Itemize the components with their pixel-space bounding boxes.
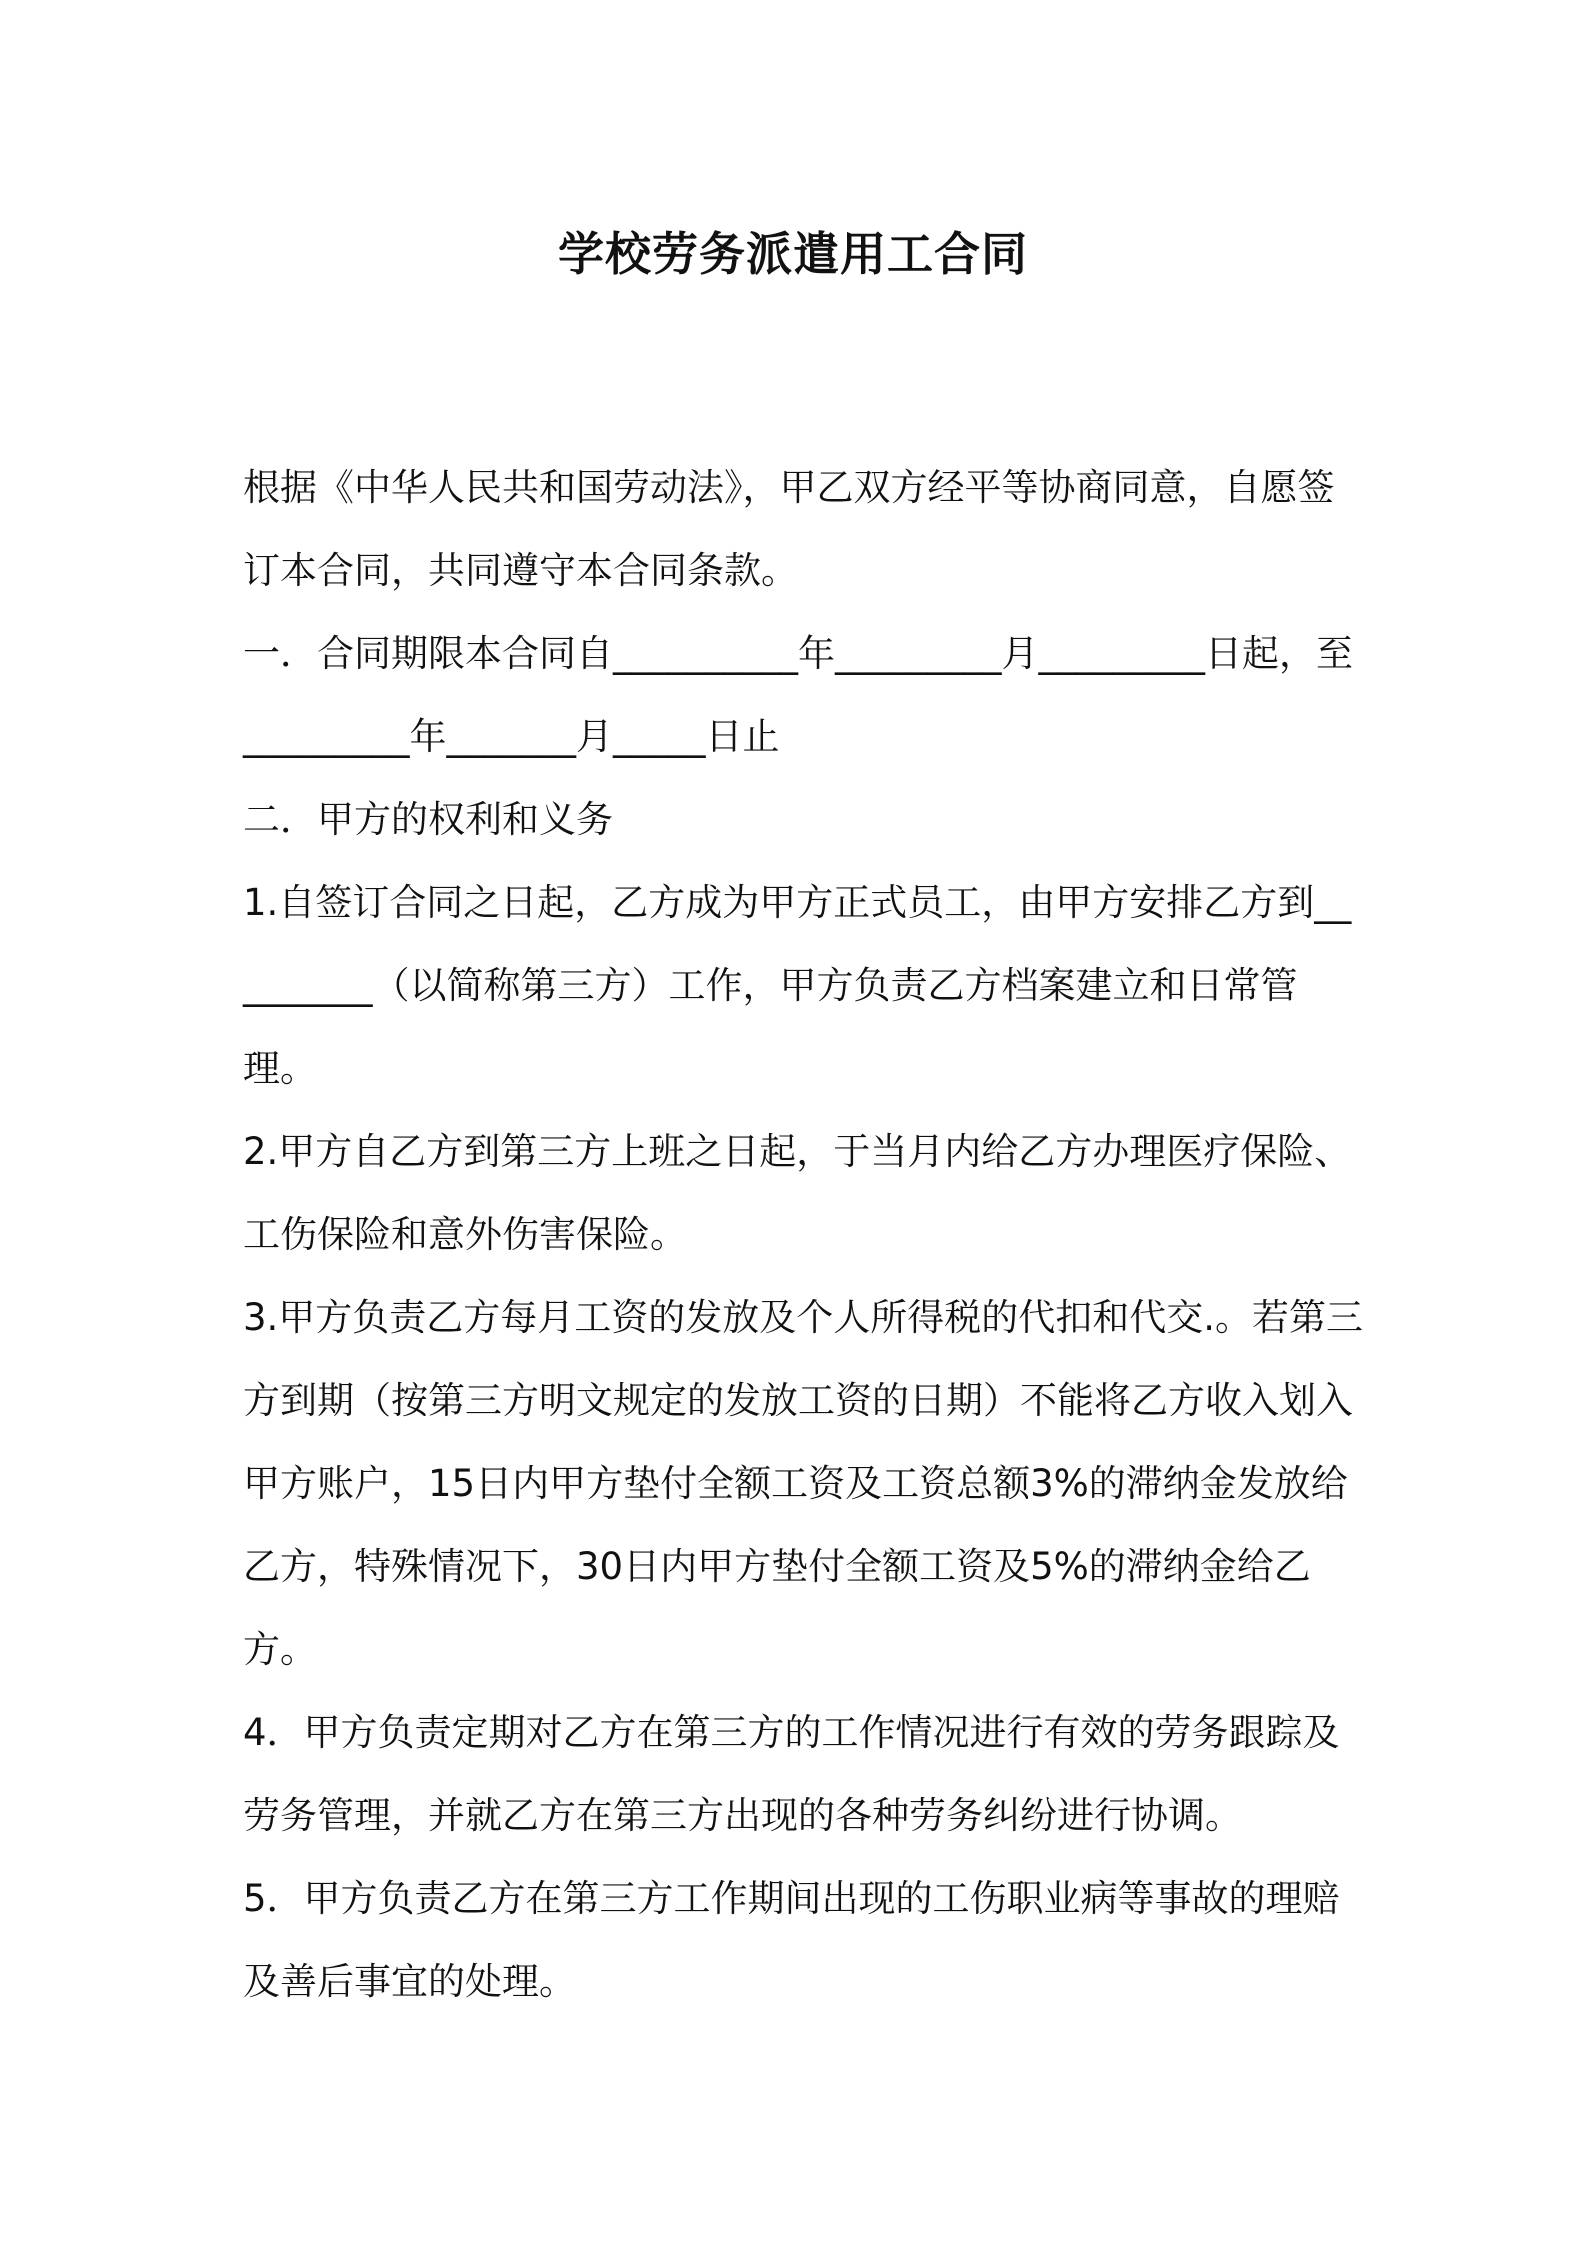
clause-1: 1.自签订合同之日起，乙方成为甲方正式员工，由甲方安排乙方到_________（以简称第三方）工作，甲方负责乙方档案建立和日常管理。 <box>243 881 1352 1090</box>
clause-3: 3.甲方负责乙方每月工资的发放及个人所得税的代扣和代交.。若第三方到期（按第三方明文规定的发放工资的日期）不能将乙方收入划入甲方账户，15日内甲方垫付全额工资及工资总额3%的滞纳金发放给乙方，特殊情况下，30日内甲方垫付全额工资及5%的滞纳金给乙方。 <box>243 1296 1364 1671</box>
document-title: 学校劳务派遣用工合同 <box>558 227 1028 281</box>
section-heading-party-a: 二．甲方的权利和义务 <box>243 798 613 841</box>
paragraph-term: 一．合同期限本合同自__________年_________月_________日起，至_________年_______月_____日止 <box>243 632 1353 758</box>
clause-2: 2.甲方自乙方到第三方上班之日起，于当月内给乙方办理医疗保险、工伤保险和意外伤害保险。 <box>243 1130 1352 1256</box>
clause-5: 5．甲方负责乙方在第三方工作期间出现的工伤职业病等事故的理赔及善后事宜的处理。 <box>243 1877 1340 2003</box>
document-body <box>243 446 1368 2023</box>
paragraph-preamble: 根据《中华人民共和国劳动法》，甲乙双方经平等协商同意，自愿签订本合同，共同遵守本合同条款。 <box>243 466 1335 592</box>
clause-4: 4．甲方负责定期对乙方在第三方的工作情况进行有效的劳务跟踪及劳务管理，并就乙方在第三方出现的各种劳务纠纷进行协调。 <box>243 1711 1340 1837</box>
